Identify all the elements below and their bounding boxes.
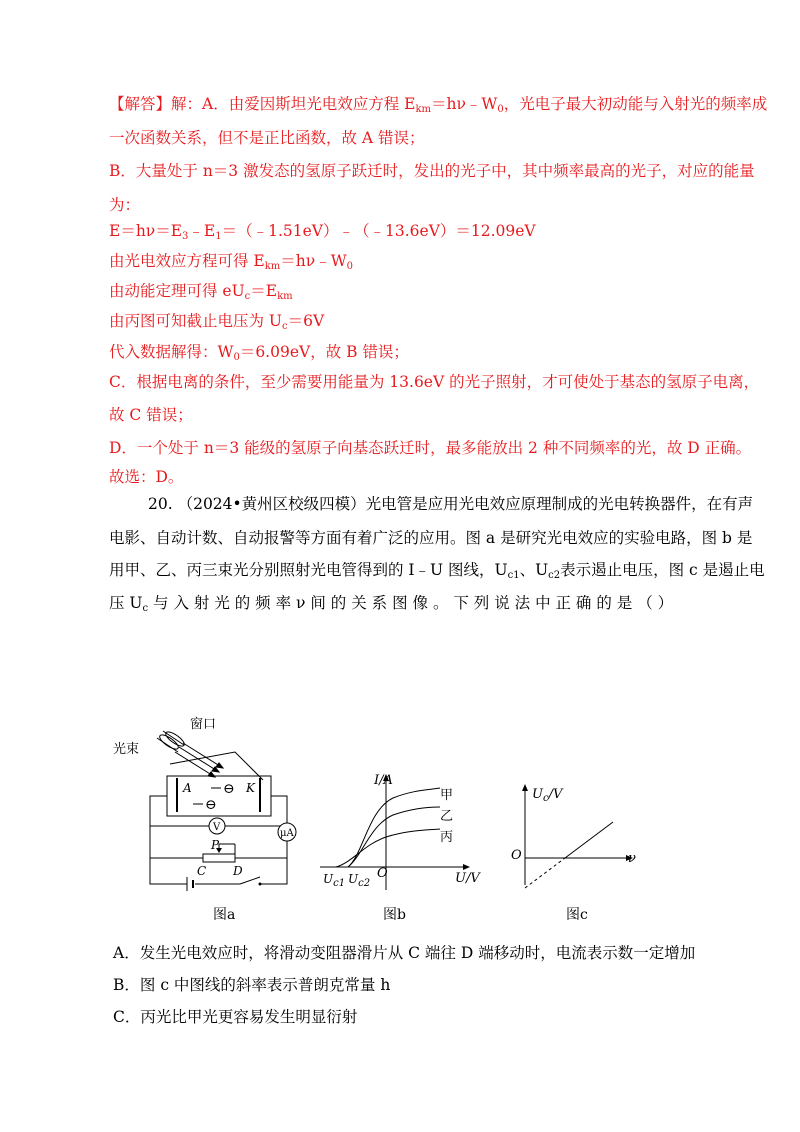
beam-label: 光束 (113, 742, 140, 757)
answer-line-10: C．根据电离的条件，至少需要用能量为 13.6eV 的光子照射，才可使处于基态的氢原子电离， (109, 373, 760, 391)
c-origin: O (511, 848, 522, 863)
figure-c-uc-graph (505, 780, 645, 890)
electron-1: ⊖ (223, 781, 235, 797)
label-A: A (183, 781, 192, 795)
option-b: B．图 c 中图线的斜率表示普朗克常量 h (113, 976, 391, 994)
b-uc2: $U_{c2}$ (348, 872, 371, 889)
microammeter-label: μA (280, 828, 294, 839)
answer-line-4: 为： (109, 196, 141, 214)
b-x-arrow (463, 864, 470, 870)
c-xlabel: ν (628, 851, 636, 866)
answer-tag: 【解答】 (109, 95, 172, 113)
answer-line-1: 【解答】解：A．由爱因斯坦光电效应方程 $E_{km}=h\nu﹣W_0$，光电子最大初动能与入射光的频率成 (109, 95, 768, 115)
answer-line-2: 一次函数关系，但不是正比函数，故 A 错误； (109, 129, 425, 147)
switch-pivot (259, 883, 262, 886)
curve-yi (348, 807, 440, 867)
c-line-solid (565, 822, 613, 858)
rheostat (203, 854, 235, 862)
answer-line-8: 由丙图可知截止电压为 $U_c=6V$ (109, 312, 325, 332)
b-origin: O (377, 866, 388, 881)
answer-line-7: 由动能定理可得 $eU_c=E_{km}$ (109, 282, 293, 302)
c-ylabel: $U_c/V$ (532, 787, 563, 804)
label-C: C (197, 864, 207, 878)
label-P: P (211, 838, 220, 852)
b-ylabel: I/A (374, 773, 393, 788)
question-line-4: 压 $U_c$ 与 入 射 光 的 频 率 ν 间 的 关 系 图 像 。 下 列 说 法 中 正 确 的 是 （ ） (109, 594, 674, 614)
figure-b-caption: 图b (383, 907, 406, 923)
answer-line-12: D．一个处于 n＝3 能级的氢原子向基态跃迁时，最多能放出 2 种不同频率的光，故 D 正确。 (109, 439, 752, 457)
answer-line-11: 故 C 错误； (109, 406, 193, 424)
answer-line-3: B．大量处于 n＝3 激发态的氢原子跃迁时，发出的光子中，其中频率最高的光子，对应的能量 (109, 162, 755, 180)
question-line-3: 用甲、乙、丙三束光分别照射光电管得到的 I﹣U 图线，$U_{c1}$、$U_{c2}$表示遏止电压，图 c 是遏止电 (109, 561, 765, 581)
b-legend-yi: 乙 (440, 809, 454, 824)
b-xlabel: U/V (455, 871, 480, 886)
c-line-dashed (525, 858, 565, 888)
electron-2: ⊖ (205, 797, 217, 813)
curve-bing (336, 829, 440, 867)
figure-c-caption: 图c (566, 907, 588, 923)
b-legend-bing: 丙 (440, 830, 454, 845)
b-uc1: $U_{c1}$ (323, 872, 346, 889)
window-label: 窗口 (190, 717, 217, 732)
figure-a-circuit (115, 712, 310, 897)
answer-line-6: 由光电效应方程可得 $E_{km}=h\nu﹣W_0$ (109, 252, 354, 272)
light-beam-arrows (175, 743, 223, 777)
option-a: A．发生光电效应时，将滑动变阻器滑片从 C 端往 D 端移动时，电流表示数一定增加 (113, 944, 696, 962)
label-K: K (246, 781, 255, 795)
option-c: C．丙光比甲光更容易发生明显衍射 (113, 1008, 358, 1026)
answer-line-13: 故选：D。 (109, 468, 184, 486)
figure-a-caption: 图a (213, 907, 236, 923)
label-D: D (233, 864, 243, 878)
question-line-1: 20. （2024•黄州区校级四模）光电管是应用光电效应原理制成的光电转换器件，在有声 (148, 495, 754, 513)
voltmeter-label: V (213, 822, 221, 833)
answer-line-9: 代入数据解得：$W_0=6.09eV$，故 B 错误； (109, 343, 409, 363)
question-line-2: 电影、自动计数、自动报警等方面有着广泛的应用。图 a 是研究光电效应的实验电路，图 b 是 (109, 529, 753, 547)
answer-line-5: $E=h\nu=E_3﹣E_1=(﹣1.51eV)﹣(﹣13.6eV)=12.09eV$ (109, 222, 536, 242)
b-legend-jia: 甲 (440, 788, 454, 803)
curve-jia (348, 788, 440, 867)
c-y-arrow (522, 784, 528, 791)
